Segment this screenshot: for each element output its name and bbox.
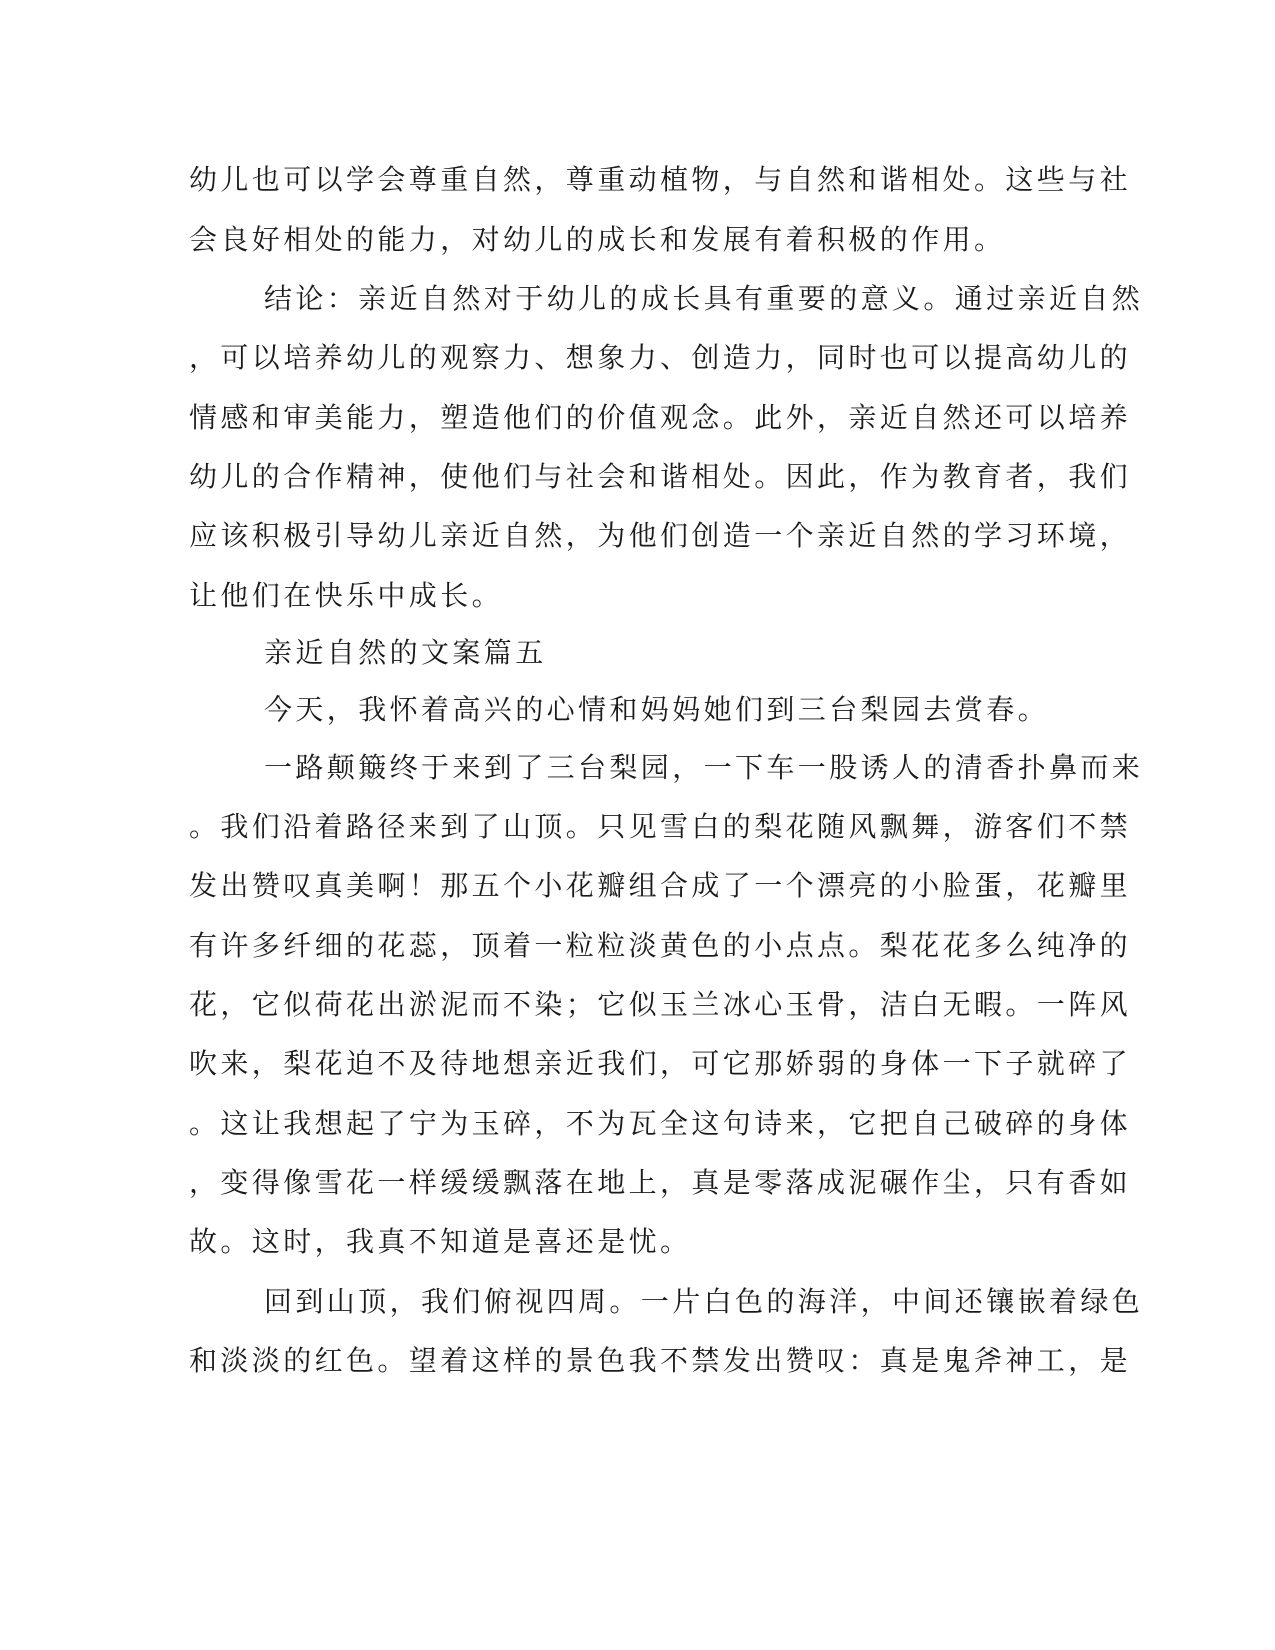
section-heading: 亲近自然的文案篇五 (264, 636, 547, 669)
text-line: 。我们沿着路径来到了山顶。只见雪白的梨花随风飘舞，游客们不禁 (189, 810, 1132, 843)
text-line: ，变得像雪花一样缓缓飘落在地上，真是零落成泥碾作尘，只有香如 (189, 1166, 1132, 1199)
text-line: 会良好相处的能力，对幼儿的成长和发展有着积极的作用。 (189, 223, 1006, 256)
text-line: 故。这时，我真不知道是喜还是忧。 (189, 1225, 692, 1258)
text-line: 吹来，梨花迫不及待地想亲近我们，可它那娇弱的身体一下子就碎了 (189, 1047, 1132, 1080)
text-line: 和淡淡的红色。望着这样的景色我不禁发出赞叹：真是鬼斧神工，是 (189, 1344, 1132, 1377)
text-line: 应该积极引导幼儿亲近自然，为他们创造一个亲近自然的学习环境， (189, 519, 1132, 552)
paragraph-start-line: 一路颠簸终于来到了三台梨园，一下车一股诱人的清香扑鼻而来 (264, 751, 1144, 784)
text-line: 花，它似荷花出淤泥而不染；它似玉兰冰心玉骨，洁白无暇。一阵风 (189, 988, 1132, 1021)
text-line: 情感和审美能力，塑造他们的价值观念。此外，亲近自然还可以培养 (189, 401, 1132, 434)
paragraph-start-line: 今天，我怀着高兴的心情和妈妈她们到三台梨园去赏春。 (264, 693, 1050, 726)
text-line: 幼儿的合作精神，使他们与社会和谐相处。因此，作为教育者，我们 (189, 460, 1132, 493)
paragraph-start-line: 回到山顶，我们俯视四周。一片白色的海洋，中间还镶嵌着绿色 (264, 1285, 1144, 1318)
text-line: 幼儿也可以学会尊重自然，尊重动植物，与自然和谐相处。这些与社 (189, 163, 1132, 196)
paragraph-start-line: 结论：亲近自然对于幼儿的成长具有重要的意义。通过亲近自然 (264, 282, 1144, 315)
text-line: 。这让我想起了宁为玉碎，不为瓦全这句诗来，它把自己破碎的身体 (189, 1107, 1132, 1140)
text-line: 发出赞叹真美啊！那五个小花瓣组合成了一个漂亮的小脸蛋，花瓣里 (189, 869, 1132, 902)
text-line: 有许多纤细的花蕊，顶着一粒粒淡黄色的小点点。梨花花多么纯净的 (189, 929, 1132, 962)
text-line: 让他们在快乐中成长。 (189, 579, 504, 612)
text-line: ，可以培养幼儿的观察力、想象力、创造力，同时也可以提高幼儿的 (189, 341, 1132, 374)
